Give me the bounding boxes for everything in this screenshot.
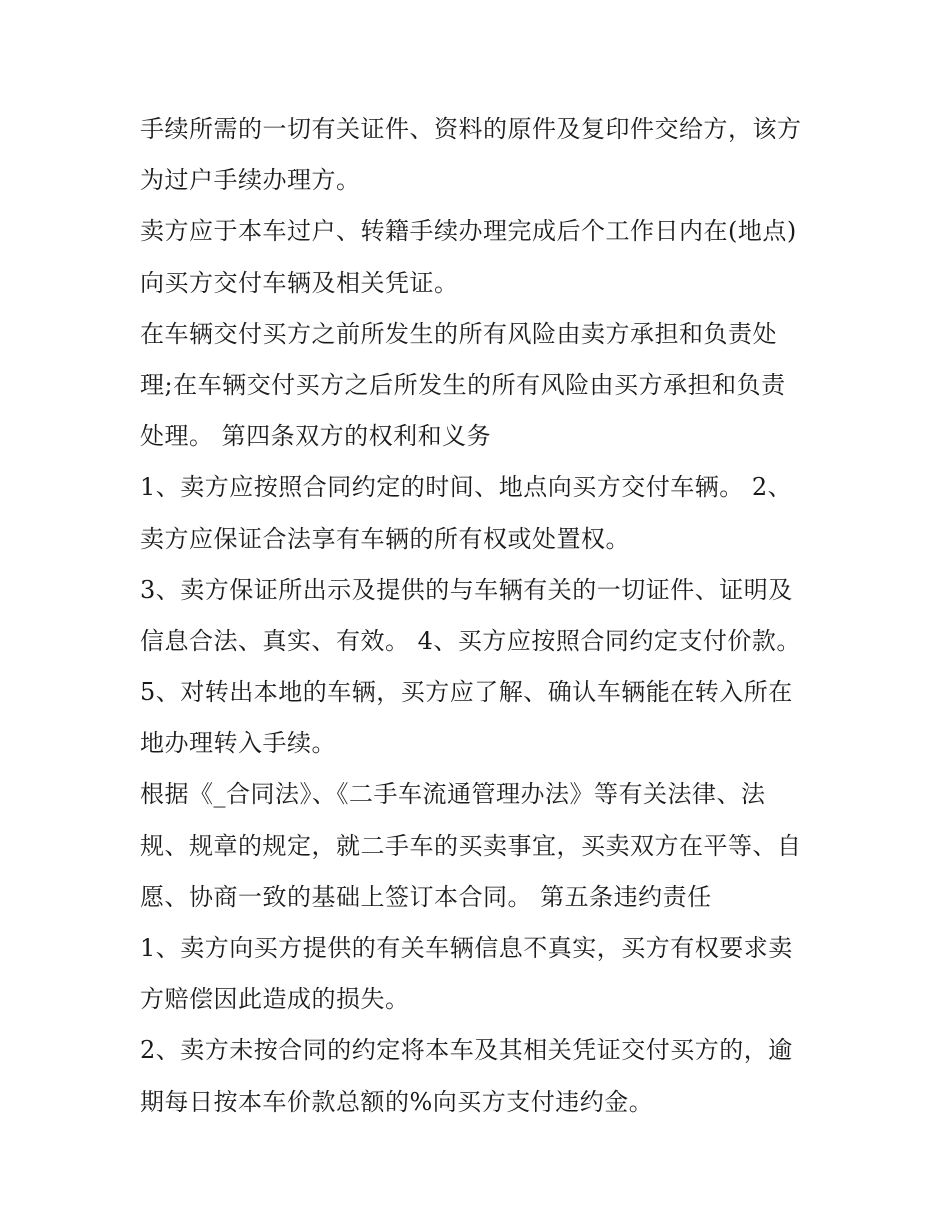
paragraph-breach-1 (140, 923, 820, 1025)
text-line: 愿、协商一致的基础上签订本合同。 第五条违约责任 (140, 882, 712, 911)
text-line: 3、卖方保证所出示及提供的与车辆有关的一切证件、证明及 (140, 575, 793, 604)
text-line: 规、规章的规定，就二手车的买卖事宜，买卖双方在平等、自 (140, 831, 802, 860)
text-line: 理;在车辆交付买方之后所发生的所有风险由买方承担和负责 (140, 370, 786, 399)
text-line: 处理。 第四条双方的权利和义务 (140, 422, 492, 451)
text-line: 信息合法、真实、有效。 4、买方应按照合同约定支付价款。 (140, 626, 801, 655)
text-line: 1、卖方向买方提供的有关车辆信息不真实，买方有权要求卖 (140, 934, 793, 962)
paragraph-risk (140, 309, 820, 463)
text-line: 期每日按本车价款总额的%向买方支付违约金。 (140, 1087, 654, 1116)
text-line: 1、卖方应按照合同约定的时间、地点向买方交付车辆。 2、 (140, 473, 793, 502)
text-line: 方赔偿因此造成的损失。 (140, 985, 410, 1014)
paragraph-breach-2 (140, 1025, 820, 1127)
text-line: 手续所需的一切有关证件、资料的原件及复印件交给方，该方 (140, 115, 802, 143)
paragraph-rights-1-2 (140, 462, 820, 564)
text-line: 地办理转入手续。 (140, 729, 336, 758)
text-line: 根据《_合同法》、《二手车流通管理办法》等有关法律、法 (140, 780, 766, 809)
paragraph-rights-5 (140, 667, 820, 769)
text-line: 为过户手续办理方。 (140, 166, 361, 195)
text-line: 卖方应保证合法享有车辆的所有权或处置权。 (140, 524, 630, 553)
paragraph-legal-basis (140, 769, 820, 923)
text-line: 卖方应于本车过户、转籍手续办理完成后个工作日内在(地点) (140, 217, 797, 246)
text-line: 2、卖方未按合同的约定将本车及其相关凭证交付买方的，逾 (140, 1036, 793, 1065)
text-line: 5、对转出本地的车辆，买方应了解、确认车辆能在转入所在 (140, 678, 793, 707)
text-line: 向买方交付车辆及相关凭证。 (140, 268, 459, 297)
paragraph-delivery (140, 206, 820, 308)
text-line: 在车辆交付买方之前所发生的所有风险由卖方承担和负责处 (140, 319, 777, 348)
paragraph-rights-3-4 (140, 565, 820, 667)
document-body (140, 104, 820, 1128)
paragraph-transfer-party (140, 104, 820, 206)
